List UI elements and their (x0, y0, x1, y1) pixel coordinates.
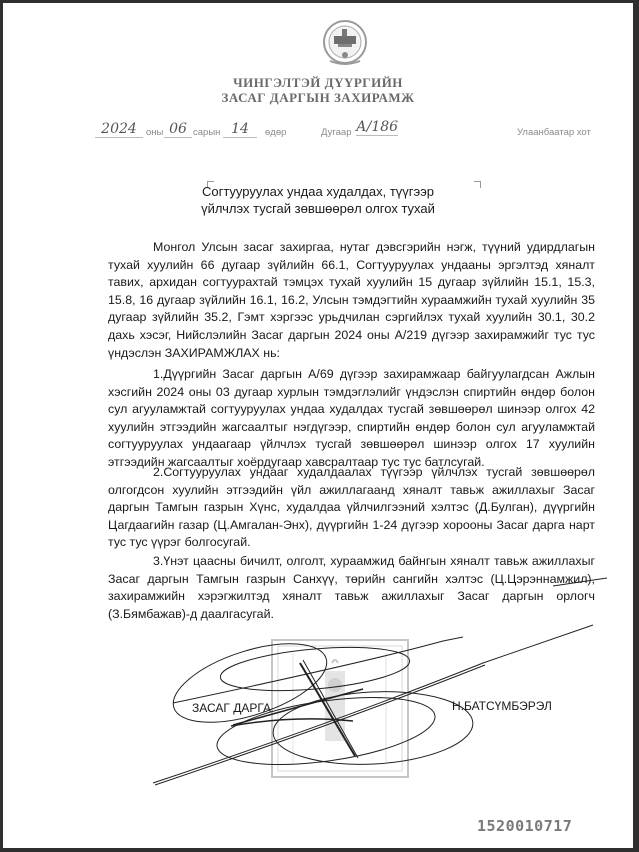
item-3-text: 3.Үнэт цаасны бичилт, олголт, хураамжид байнгын хяналт тавьж ажиллахыг Засаг даргын Тамгын газрын Санхүү, төрийн сангийн хэлтэс (Ц.Цэрэннамжил), захирамжийн хэрэгжилтэд хяналт тавьж ажиллахыг Засаг даргын орлогч (З.Бямбажав)-д даалгасугай. (108, 554, 595, 621)
number-label: Дугаар (321, 127, 352, 138)
org-name-line1: ЧИНГЭЛТЭЙ ДҮҮРГИЙН (233, 75, 403, 90)
year-value: 2024 (95, 121, 143, 138)
signatory-title: ЗАСАГ ДАРГА (192, 701, 272, 715)
title-line1: Согтууруулах ундаа худалдах, түүгээр (201, 184, 435, 199)
year-label: оны (146, 127, 164, 138)
document-page (3, 3, 633, 848)
day-value: 14 (223, 121, 257, 138)
signatory-name: Н.БАТСҮМБЭРЭЛ (452, 699, 552, 713)
city-label: Улаанбаатар хот (517, 127, 591, 138)
handwritten-signature (153, 578, 607, 785)
month-value: 06 (164, 121, 192, 138)
serial-number: 1520010717 (477, 817, 573, 835)
preamble-text: Монгол Улсын засаг захиргаа, нутаг дэвсгэрийн нэгж, түүний удирдлагын тухай хуулийн 66 дугаар зүйлийн 66.1, Согтууруулах ундааны эргэлтэд хяналт тавих, архидан согтуурахтай тэмцэх тухай хуулийн 15 дугаар зүйлийн 15.1, 15.3, 15.8, 16 дугаар зүйлийн 16.1, 16.2, Улсын тэмдэгтийн хураамжийн тухай хуулийн 35 дугаар зүйлийн 35.2, Гэмт хэргээс урьдчилан сэргийлэх тухай хуулийн 30.1, 30.2 дахь хэсэг, Нийслэлийн Засаг даргын 2024 оны А/219 дүгээр захирамжийг тус тус үндэслэн ЗАХИРАМЖЛАХ нь: (108, 240, 595, 360)
title-line2: үйлчлэх тусгай зөвшөөрөл олгох тухай (201, 201, 435, 216)
item-2-text: 2.Согтууруулах ундааг худалдаалах түүгээр үйлчлэх тусгай зөвшөөрөл олгогдсон хуулийн этгээдийн үйл ажиллагаанд хяналт тавьж ажиллахыг Засаг даргын Тамгын газрын Хүнс, худалдаа үйлчилгээний хэлтэс (Д.Булган), дүүргийн Цагдаагийн газар (Ц.Амгалан-Энх), дүүргийн 1-24 дүгээр хорооны Засаг дарга нарт тус тус үүрэг болгосугай. (108, 465, 595, 550)
item-1-text: 1.Дүүргийн Засаг даргын А/69 дүгээр захирамжаар байгуулагдсан Ажлын хэсгийн 2024 оны 03 дугаар хурлын тэмдэглэлийг үндэслэн спиртийн өндөр болон сул агууламжтай согтууруулах ундаа худалдах тусгай зөвшөөрөл шинээр олгох 42 хуулийн этгээдийн жагсаалтыг нэгдүгээр, спиртийн өндөр болон сул агууламжтай согтууруулах ундаагаар үйлчлэх тусгай зөвшөөрөл шинээр олгох 17 хуулийн этгээдийн жагсаалтыг хоёрдугаар хавсралтаар тус тус батлсугай. (108, 367, 595, 469)
seal-and-signature (3, 3, 633, 848)
document-number: А/186 (356, 119, 399, 135)
org-name-line2: ЗАСАГ ДАРГЫН ЗАХИРАМЖ (221, 90, 415, 105)
month-label: сарын (193, 127, 221, 138)
day-label: өдөр (265, 127, 287, 138)
